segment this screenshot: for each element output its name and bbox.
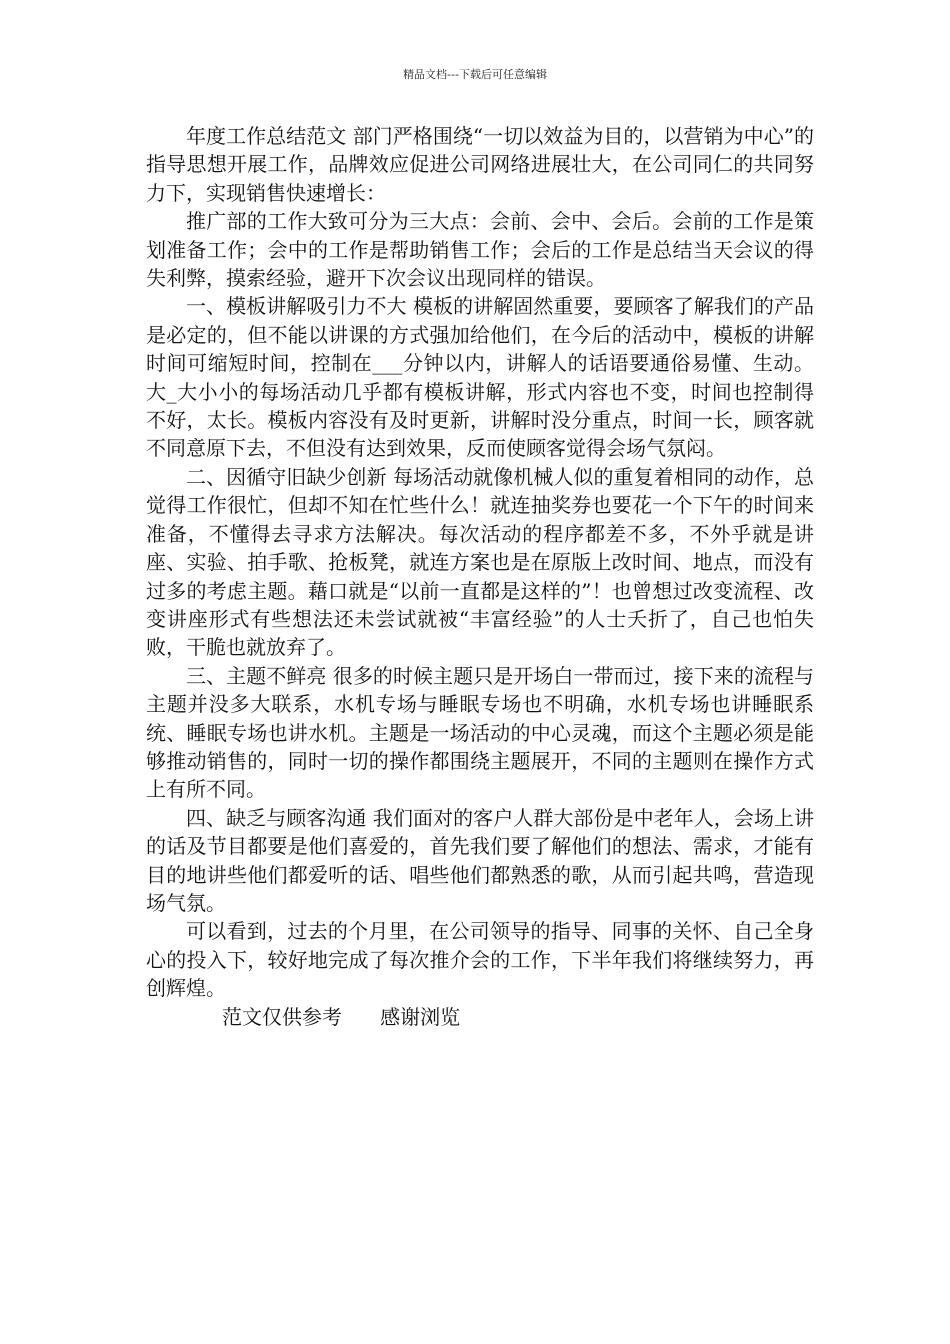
paragraph-issue-4: 四、缺乏与顾客沟通 我们面对的客户人群大部份是中老年人，会场上讲的话及节目都要是他们喜爱的，首先我们要了解他们的想法、需求，才能有目的地讲些他们都爱听的话、唱些他们都熟悉的歌，从而引起共鸣，营造现场气氛。	[146, 805, 814, 915]
paragraph-intro: 年度工作总结范文 部门严格围绕“一切以效益为目的，以营销为中心”的指导思想开展工作，品牌效应促进公司网络进展壮大，在公司同仁的共同努力下，实现销售快速增长：	[146, 124, 814, 205]
paragraph-issue-3: 三、主题不鲜亮 很多的时候主题只是开场白一带而过，接下来的流程与主题并没多大联系，水机专场与睡眠专场也不明确，水机专场也讲睡眠系统、睡眠专场也讲水机。主题是一场活动的中心灵魂，而这个主题必须是能够推动销售的，同时一切的操作都围绕主题展开，不同的主题则在操作方式上有所不同。	[146, 663, 814, 802]
page-header: 精品文档---下载后可任意编辑	[403, 68, 547, 81]
document-body	[146, 122, 814, 1031]
paragraph-conclusion: 可以看到，过去的个月里，在公司领导的指导、同事的关怀、自己全身心的投入下，较好地完成了每次推介会的工作，下半年我们将继续努力，再创辉煌。	[146, 919, 814, 1001]
closing-note: 范文仅供参考 感谢浏览	[222, 1004, 461, 1029]
paragraph-issue-1: 一、模板讲解吸引力不大 模板的讲解固然重要，要顾客了解我们的产品是必定的，但不能以讲课的方式强加给他们，在今后的活动中，模板的讲解时间可缩短时间，控制在___分钟以内，讲解人的话语要通俗易懂、生动。大_大小小的每场活动几乎都有模板讲解，形式内容也不变，时间也控制得不好，太长。模板内容没有及时更新，讲解时没分重点，时间一长，顾客就不同意原下去，不但没有达到效果，反而使顾客觉得会场气氛闷。	[146, 294, 814, 461]
paragraph-overview: 推广部的工作大致可分为三大点：会前、会中、会后。会前的工作是策划准备工作；会中的工作是帮助销售工作；会后的工作是总结当天会议的得失利弊，摸索经验，避开下次会议出现同样的错误。	[146, 209, 814, 291]
paragraph-issue-2: 二、因循守旧缺少创新 每场活动就像机械人似的重复着相同的动作，总觉得工作很忙，但却不知在忙些什么！就连抽奖券也要花一个下午的时间来准备，不懂得去寻求方法解决。每次活动的程序都差不多，不外乎就是讲座、实验、拍手歌、抢板凳，就连方案也是在原版上改时间、地点，而没有过多的考虑主题。藉口就是“以前一直都是这样的”！也曾想过改变流程、改变讲座形式有些想法还未尝试就被“丰富经验”的人士夭折了，自己也怕失败，干脆也就放弃了。	[146, 464, 814, 660]
